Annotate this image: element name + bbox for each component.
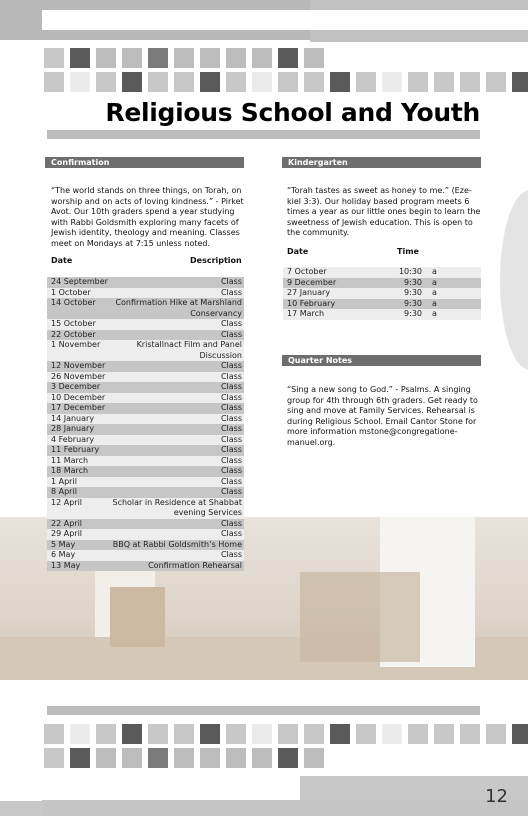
decor-square	[148, 72, 168, 92]
decor-square	[486, 72, 506, 92]
decor-square	[122, 72, 142, 92]
decor-square	[434, 724, 454, 744]
row-date: 14 January	[51, 413, 95, 423]
table-row	[47, 550, 244, 561]
decor-square	[148, 724, 168, 744]
row-date: 13 May	[51, 560, 81, 570]
row-description: Class	[220, 455, 242, 465]
table-row	[283, 309, 481, 320]
decor-square	[330, 72, 350, 92]
row-date: 4 February	[51, 434, 95, 444]
row-description: Class	[220, 529, 242, 538]
decor-squares-top-2	[44, 72, 528, 92]
decor-square	[44, 748, 64, 768]
row-date: 12 April	[51, 497, 83, 507]
confirmation-header: Confirmation	[45, 157, 244, 168]
table-row	[283, 299, 481, 310]
table-row	[47, 540, 244, 551]
decor-square	[200, 748, 220, 768]
row-description: Class	[220, 392, 242, 402]
row-description: Class	[220, 403, 242, 412]
row-ampm: a	[432, 288, 437, 297]
table-row	[47, 435, 244, 446]
decor-square	[200, 48, 220, 68]
row-description: Class	[220, 329, 242, 339]
table-row	[47, 298, 244, 319]
decor-square	[512, 72, 528, 92]
table-row	[47, 340, 244, 361]
table-row	[47, 498, 244, 519]
row-date: 3 December	[51, 382, 101, 391]
decor-square	[486, 724, 506, 744]
top-band-gap	[42, 10, 528, 30]
row-description: Class	[220, 445, 242, 454]
row-description: Class	[220, 277, 242, 286]
row-description: Kristallnact Film and Panel Discussion	[136, 340, 242, 360]
page-number: 12	[485, 786, 508, 807]
kindergarten-header: Kindergarten	[282, 157, 481, 168]
bottom-divider	[47, 706, 480, 715]
decor-square	[174, 72, 194, 92]
decor-square	[44, 72, 64, 92]
decor-square	[174, 748, 194, 768]
table-row	[47, 361, 244, 372]
table-row	[47, 288, 244, 299]
decor-square	[70, 72, 90, 92]
table-row	[47, 330, 244, 341]
decor-square	[304, 72, 324, 92]
decor-square	[96, 72, 116, 92]
decor-square	[148, 748, 168, 768]
row-date: 11 March	[51, 455, 89, 465]
decor-square	[512, 724, 528, 744]
table-row	[47, 277, 244, 288]
row-description: Class	[220, 413, 242, 423]
decor-square	[96, 724, 116, 744]
row-date: 7 October	[287, 267, 327, 276]
row-date: 9 December	[287, 277, 337, 287]
row-date: 22 October	[51, 329, 96, 339]
row-date: 17 December	[51, 403, 106, 412]
decor-square	[434, 72, 454, 92]
row-time: 9:30	[404, 298, 422, 308]
decor-square	[200, 72, 220, 92]
decor-squares-bottom-2	[44, 748, 528, 768]
decor-square	[70, 748, 90, 768]
row-time: 9:30	[404, 288, 422, 297]
row-date: 14 October	[51, 298, 96, 307]
table-row	[47, 519, 244, 530]
decor-square	[226, 724, 246, 744]
table-row	[283, 278, 481, 289]
row-description: Class	[220, 487, 242, 496]
decor-square	[226, 72, 246, 92]
table-row	[47, 477, 244, 488]
row-ampm: a	[432, 277, 437, 287]
decor-square	[252, 72, 272, 92]
title-divider	[47, 130, 480, 139]
decor-square	[200, 724, 220, 744]
row-description: Confirmation Hike at Marshland Conservancy	[115, 298, 242, 318]
decor-square	[278, 48, 298, 68]
row-description: Class	[220, 319, 242, 328]
decor-square	[44, 724, 64, 744]
row-date: 12 November	[51, 361, 106, 370]
confirmation-col-description: Description	[190, 256, 242, 265]
decor-square	[70, 48, 90, 68]
decor-square	[252, 48, 272, 68]
decor-square	[382, 72, 402, 92]
decor-square	[278, 724, 298, 744]
confirmation-paragraph: “The world stands on three things, on Torah, on worship and on acts of loving kindness.” - Pirket Avot. Our 10th graders spend a year studying with Rabbi Goldsmith exploring many facets of Jewish identity, theology and meaning. Classes meet on Mondays at 7:15 unless noted.	[51, 186, 244, 248]
row-description: Scholar in Residence at Shabbat evening Services	[112, 497, 242, 517]
row-date: 26 November	[51, 371, 106, 381]
row-ampm: a	[432, 267, 437, 276]
row-date: 11 February	[51, 445, 100, 454]
decor-square	[44, 48, 64, 68]
row-description: Class	[220, 361, 242, 370]
row-date: 10 December	[51, 392, 106, 402]
kindergarten-paragraph: “Torah tastes as sweet as honey to me.” (Eze-kiel 3:3). Our holiday based program meets 6 times a year as our little ones begin to learn the sweetness of Jewish education. This is open to the community.	[287, 186, 481, 237]
table-row	[47, 382, 244, 393]
row-date: 1 October	[51, 287, 91, 297]
row-date: 8 April	[51, 487, 77, 496]
row-date: 17 March	[287, 309, 325, 318]
decor-square	[304, 748, 324, 768]
row-date: 29 April	[51, 529, 83, 538]
decor-square	[356, 72, 376, 92]
decor-square	[460, 724, 480, 744]
row-description: Class	[220, 476, 242, 486]
decor-square	[356, 724, 376, 744]
decor-square	[96, 48, 116, 68]
decor-square	[408, 724, 428, 744]
table-row	[47, 487, 244, 498]
row-description: Confirmation Rehearsal	[148, 560, 242, 570]
row-time: 9:30	[404, 277, 422, 287]
row-date: 1 November	[51, 340, 101, 349]
row-description: Class	[220, 287, 242, 297]
decor-square	[70, 724, 90, 744]
decor-square	[252, 748, 272, 768]
kindergarten-table	[283, 267, 481, 320]
row-date: 5 May	[51, 539, 76, 549]
decor-squares-top-1	[44, 48, 528, 68]
decor-square	[460, 72, 480, 92]
row-description: Class	[220, 466, 242, 475]
decor-square	[174, 724, 194, 744]
row-date: 22 April	[51, 518, 83, 528]
row-description: BBQ at Rabbi Goldsmith’s Home	[112, 539, 242, 549]
decor-square	[96, 748, 116, 768]
decor-square	[382, 724, 402, 744]
decor-square	[226, 48, 246, 68]
row-description: Class	[220, 371, 242, 381]
row-time: 9:30	[404, 309, 422, 318]
table-row	[47, 393, 244, 404]
row-date: 24 September	[51, 277, 108, 286]
table-row	[283, 267, 481, 278]
quarter-notes-paragraph: “Sing a new song to God.” - Psalms. A singing group for 4th through 6th graders. Get ready to sing and move at Family Services. Rehearsal is during Religious School. Email Cantor Stone for more information mstone@congregatione-manuel.org.	[287, 385, 478, 447]
table-row	[47, 456, 244, 467]
decor-square	[174, 48, 194, 68]
table-row	[47, 529, 244, 540]
table-row	[47, 319, 244, 330]
table-row	[47, 403, 244, 414]
decor-squares-bottom-1	[44, 724, 528, 744]
table-row	[47, 414, 244, 425]
row-date: 1 April	[51, 476, 77, 486]
row-date: 28 January	[51, 424, 95, 433]
table-row	[283, 288, 481, 299]
table-row	[47, 561, 244, 572]
confirmation-col-date: Date	[51, 256, 73, 265]
decor-square	[278, 72, 298, 92]
row-description: Class	[220, 434, 242, 444]
decor-square	[408, 72, 428, 92]
decor-square	[304, 48, 324, 68]
row-ampm: a	[432, 298, 437, 308]
row-ampm: a	[432, 309, 437, 318]
table-row	[47, 466, 244, 477]
quarter-notes-header: Quarter Notes	[282, 355, 481, 366]
decor-square	[330, 724, 350, 744]
confirmation-table	[47, 277, 244, 571]
decor-square	[122, 748, 142, 768]
row-date: 27 January	[287, 288, 331, 297]
row-description: Class	[220, 550, 242, 559]
decor-square	[226, 748, 246, 768]
row-date: 15 October	[51, 319, 96, 328]
decor-square	[278, 748, 298, 768]
kindergarten-col-time: Time	[397, 247, 419, 256]
row-description: Class	[220, 382, 242, 391]
bottom-band-accent	[42, 800, 528, 816]
row-date: 6 May	[51, 550, 76, 559]
decor-square	[122, 724, 142, 744]
row-date: 18 March	[51, 466, 89, 475]
page-title: Religious School and Youth	[105, 98, 480, 127]
decor-square	[148, 48, 168, 68]
decor-square	[122, 48, 142, 68]
table-row	[47, 424, 244, 435]
row-description: Class	[220, 424, 242, 433]
row-description: Class	[220, 518, 242, 528]
table-row	[47, 445, 244, 456]
table-row	[47, 372, 244, 383]
bottom-band-gap	[0, 776, 300, 801]
row-time: 10:30	[398, 267, 422, 276]
decor-square	[304, 724, 324, 744]
kindergarten-col-date: Date	[287, 247, 309, 256]
row-date: 10 February	[287, 298, 336, 308]
decor-square	[252, 724, 272, 744]
flame-graphic	[500, 190, 528, 370]
